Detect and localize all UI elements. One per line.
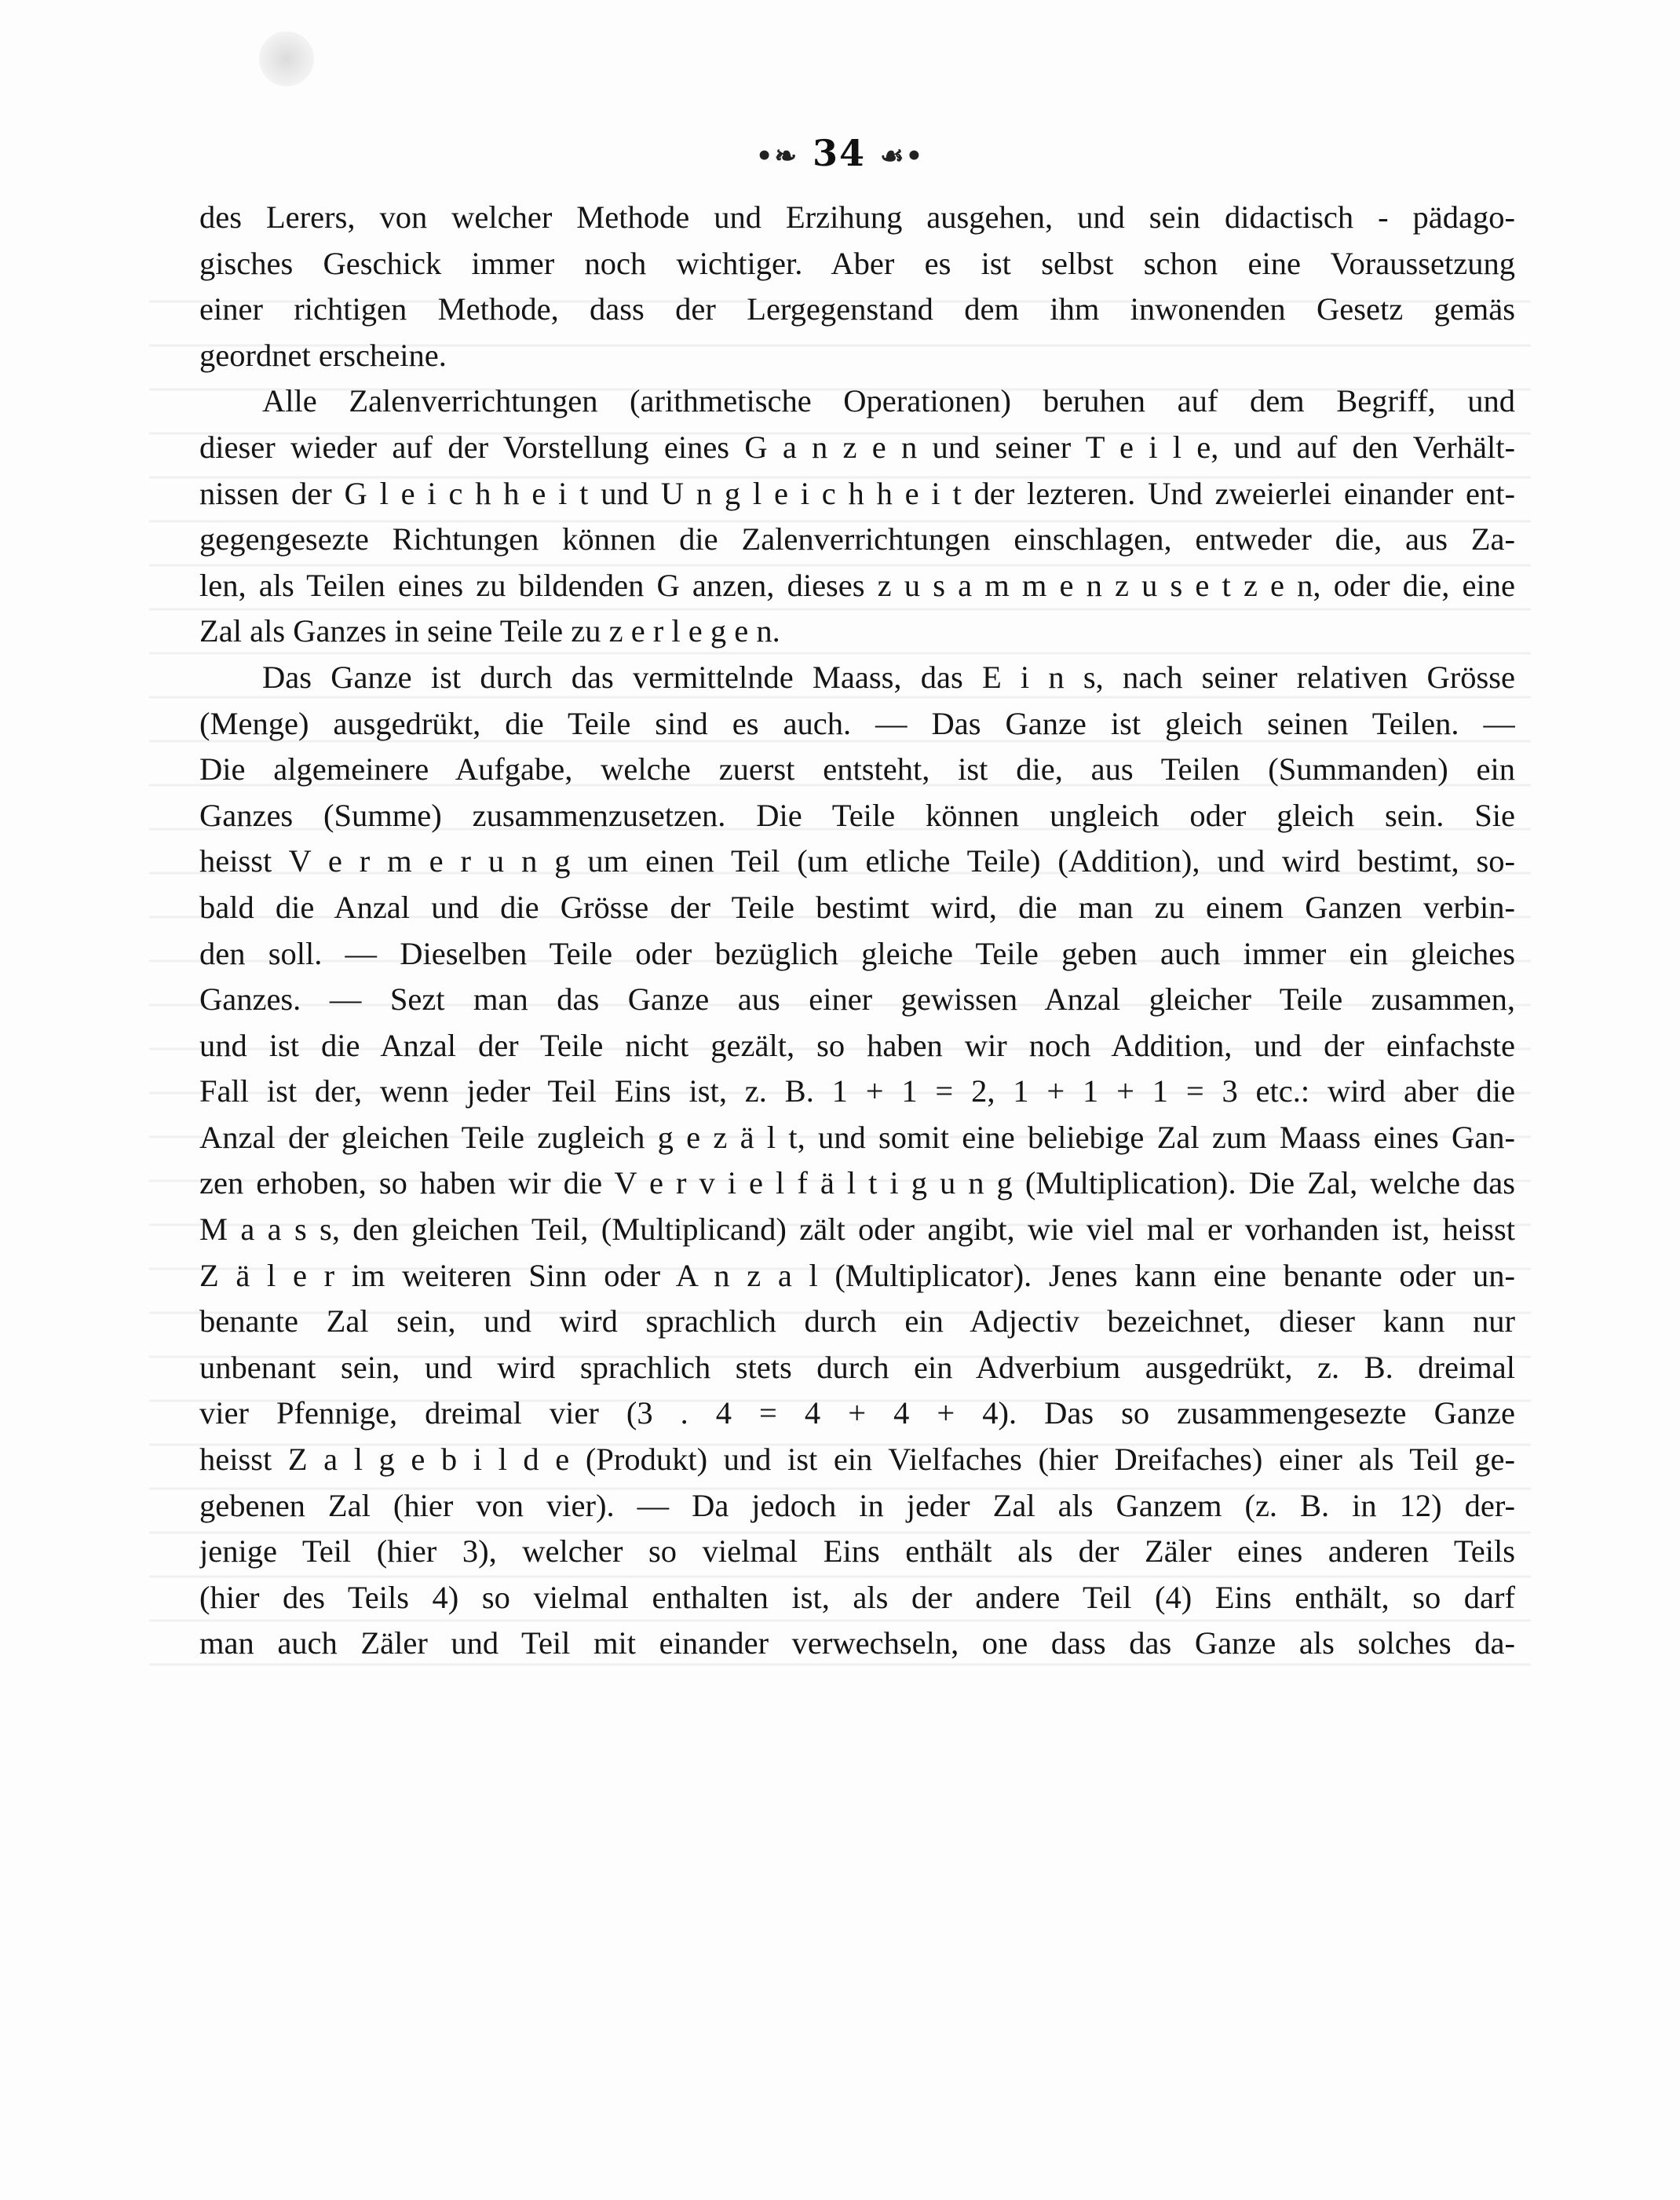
text-line: gebenen Zal (hier von vier). — Da jedoch in jeder Zal als Ganzem (z. B. in 12) der- [199,1487,1515,1523]
header-ornament-left: •❧ [755,141,798,172]
text-line: Zal als Ganzes in seine Teile zu z e r l e g e n. [199,613,780,649]
text-line: Ganzes (Summe) zusammenzusetzen. Die Teile können ungleich oder gleich sein. Sie [199,797,1515,833]
text-line: Fall ist der, wenn jeder Teil Eins ist, z. B. 1 + 1 = 2, 1 + 1 + 1 = 3 etc.: wird aber die [199,1073,1515,1109]
body-text [199,195,1515,1667]
text-line: man auch Zäler und Teil mit einander verwechseln, one dass das Ganze als solches da- [199,1625,1515,1661]
text-line: unbenant sein, und wird sprachlich stets durch ein Adverbium ausgedrükt, z. B. dreimal [199,1349,1515,1385]
text-line: len, als Teilen eines zu bildenden G anzen, dieses z u s a m m e n z u s e t z e n, oder die, eine [199,567,1515,603]
text-line: und ist die Anzal der Teile nicht gezält, so haben wir noch Addition, und der einfachste [199,1027,1515,1063]
page-number: 34 [813,132,867,174]
text-line: vier Pfennige, dreimal vier (3 . 4 = 4 + 4 + 4). Das so zusammengesezte Ganze [199,1395,1515,1431]
paragraph [199,195,1515,378]
text-line: heisst Z a l g e b i l d e (Produkt) und ist ein Vielfaches (hier Dreifaches) einer als Teil ge- [199,1442,1515,1478]
paragraph [199,378,1515,655]
text-line: Ganzes. — Sezt man das Ganze aus einer gewissen Anzal gleicher Teile zusammen, [199,981,1515,1018]
text-line: M a a s s, den gleichen Teil, (Multiplicand) zält oder angibt, wie viel mal er vorhanden ist, heisst [199,1211,1515,1248]
text-line: geordnet erscheine. [199,337,447,373]
text-line: gisches Geschick immer noch wichtiger. Aber es ist selbst schon eine Voraussetzung [199,245,1515,281]
text-line: heisst V e r m e r u n g um einen Teil (um etliche Teile) (Addition), und wird bestimt, so- [199,843,1515,879]
text-line: (hier des Teils 4) so vielmal enthalten ist, als der andere Teil (4) Eins enthält, so darf [199,1579,1515,1615]
text-line: jenige Teil (hier 3), welcher so vielmal Eins enthält als der Zäler eines anderen Teils [199,1533,1515,1570]
text-line: benante Zal sein, und wird sprachlich durch ein Adjectiv bezeichnet, dieser kann nur [199,1303,1515,1339]
text-line: Anzal der gleichen Teile zugleich g e z ä l t, und somit eine beliebige Zal zum Maass eines Gan- [199,1119,1515,1155]
text-line: einer richtigen Methode, dass der Lergegenstand dem ihm inwonenden Gesetz gemäs [199,291,1515,327]
text-line: (Menge) ausgedrükt, die Teile sind es auch. — Das Ganze ist gleich seinen Teilen. — [199,705,1515,741]
text-line: Z ä l e r im weiteren Sinn oder A n z a l (Multiplicator). Jenes kann eine benante oder un- [199,1257,1515,1293]
text-line: gegengesezte Richtungen können die Zalenverrichtungen einschlagen, entweder die, aus Za- [199,521,1515,557]
text-line: zen erhoben, so haben wir die V e r v i e l f ä l t i g u n g (Multiplication). Die Zal, welche das [199,1165,1515,1201]
text-line: den soll. — Dieselben Teile oder bezüglich gleiche Teile geben auch immer ein gleiches [199,935,1515,971]
text-line: dieser wieder auf der Vorstellung eines G a n z e n und seiner T e i l e, und auf den Verhält- [199,429,1515,465]
page-header [0,132,1680,174]
text-line: des Lerers, von welcher Methode und Erzihung ausgehen, und sein didactisch - pädago- [199,199,1515,235]
paragraph [199,655,1515,1667]
text-line: Das Ganze ist durch das vermittelnde Maass, das E i n s, nach seiner relativen Grösse [262,659,1515,695]
text-line: bald die Anzal und die Grösse der Teile bestimt wird, die man zu einem Ganzen verbin- [199,889,1515,925]
header-ornament-right: ☙• [880,141,925,172]
page-smudge [259,31,314,86]
text-line: nissen der G l e i c h h e i t und U n g l e i c h h e i t der lezteren. Und zweierlei einander ent- [199,475,1515,511]
text-line: Die algemeinere Aufgabe, welche zuerst entsteht, ist die, aus Teilen (Summanden) ein [199,751,1515,788]
text-line: Alle Zalenverrichtungen (arithmetische Operationen) beruhen auf dem Begriff, und [262,383,1515,419]
